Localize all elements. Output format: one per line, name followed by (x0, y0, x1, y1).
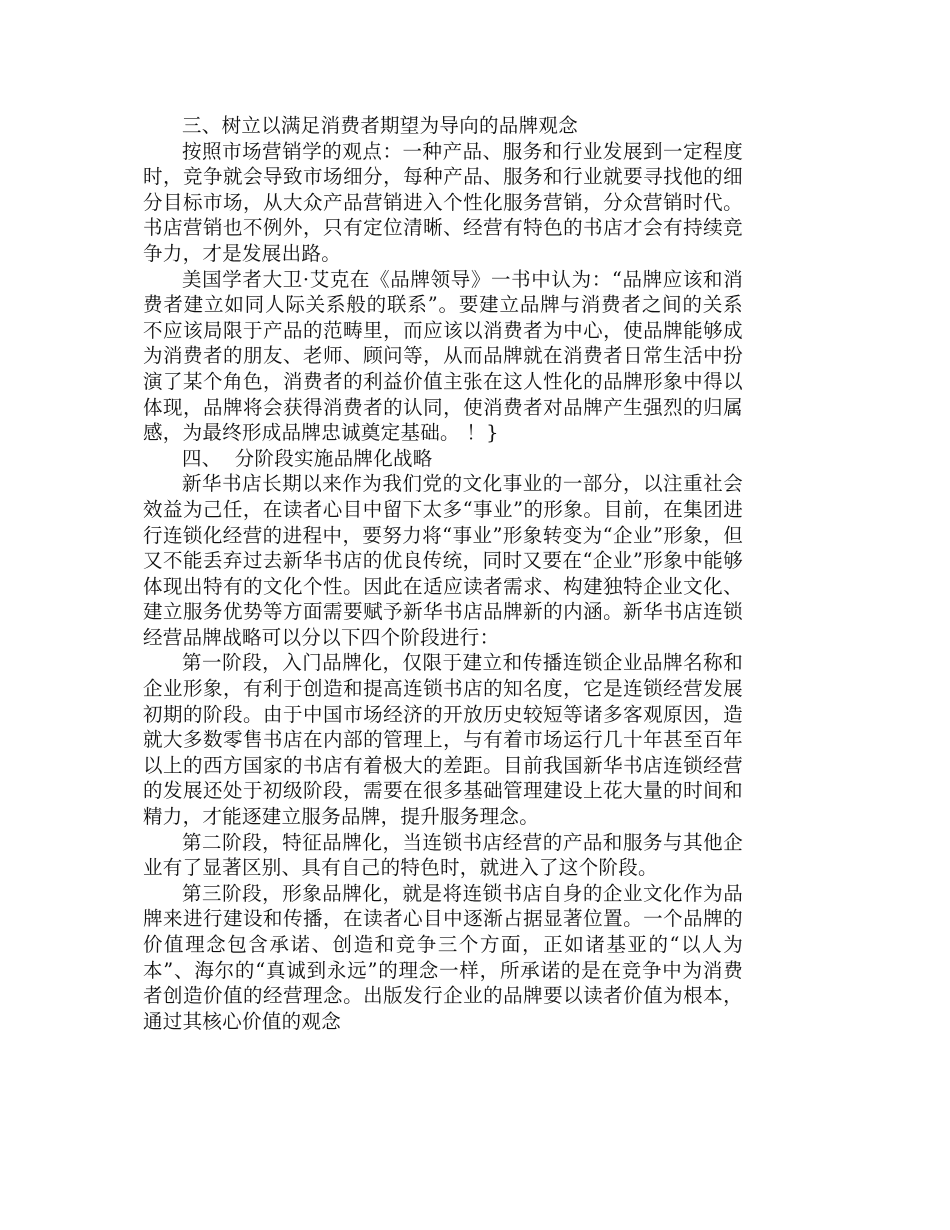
paragraph-brand-relationship: 美国学者大卫·艾克在《品牌领导》一书中认为：“品牌应该和消费者建立如同人际关系般的联系”。要建立品牌与消费者之间的关系不应该局限于产品的范畴里，而应该以消费者为中心，使品牌能够成为消费者的朋友、老师、顾问等，从而品牌就在消费者日常生活中扮演了某个角色，消费者的利益价值主张在这人性化的品牌形象中得以体现，品牌将会获得消费者的认同，使消费者对品牌产生强烈的归属感，为最终形成品牌忠诚奠定基础。 ！} (143, 267, 743, 445)
paragraph-stage-one: 第一阶段，入门品牌化，仅限于建立和传播连锁企业品牌名称和企业形象，有利于创造和提高连锁书店的知名度，它是连锁经营发展初期的阶段。由于中国市场经济的开放历史较短等诸多客观原因，造就大多数零售书店在内部的管理上，与有着市场运行几十年甚至百年以上的西方国家的书店有着极大的差距。目前我国新华书店连锁经营的发展还处于初级阶段，需要在很多基础管理建设上花大量的时间和精力，才能逐建立服务品牌，提升服务理念。 (143, 651, 743, 829)
section-heading-4: 四、 分阶段实施品牌化战略 (182, 446, 433, 470)
paragraph-stage-two: 第二阶段，特征品牌化，当连锁书店经营的产品和服务与其他企业有了显著区别、具有自己的特色时，就进入了这个阶段。 (143, 830, 743, 880)
paragraph-stage-three: 第三阶段，形象品牌化，就是将连锁书店自身的企业文化作为品牌来进行建设和传播，在读者心目中逐渐占据显著位置。一个品牌的价值理念包含承诺、创造和竞争三个方面，正如诸基亚的“以人为本”、海尔的“真诚到永远”的理念一样，所承诺的是在竞争中为消费者创造价值的经营理念。出版发行企业的品牌要以读者价值为根本，通过其核心价值的观念 (143, 881, 743, 1033)
paragraph-xinhua-image: 新华书店长期以来作为我们党的文化事业的一部分，以注重社会效益为己任，在读者心目中留下太多“事业”的形象。目前，在集团进行连锁化经营的进程中，要努力将“事业”形象转变为“企业”形象，但又不能丢弃过去新华书店的优良传统，同时又要在“企业”形象中能够体现出特有的文化个性。因此在适应读者需求、构建独特企业文化、建立服务优势等方面需要赋予新华书店品牌新的内涵。新华书店连锁经营品牌战略可以分以下四个阶段进行： (143, 472, 743, 649)
paragraph-market-segmentation: 按照市场营销学的观点：一种产品、服务和行业发展到一定程度时，竞争就会导致市场细分，每种产品、服务和行业就要寻找他的细分目标市场，从大众产品营销进入个性化服务营销，分众营销时代。书店营销也不例外，只有定位清晰、经营有特色的书店才会有持续竞争力，才是发展出路。 (143, 139, 743, 265)
section-heading-3: 三、树立以满足消费者期望为导向的品牌观念 (182, 114, 579, 137)
document-page (143, 113, 743, 1034)
